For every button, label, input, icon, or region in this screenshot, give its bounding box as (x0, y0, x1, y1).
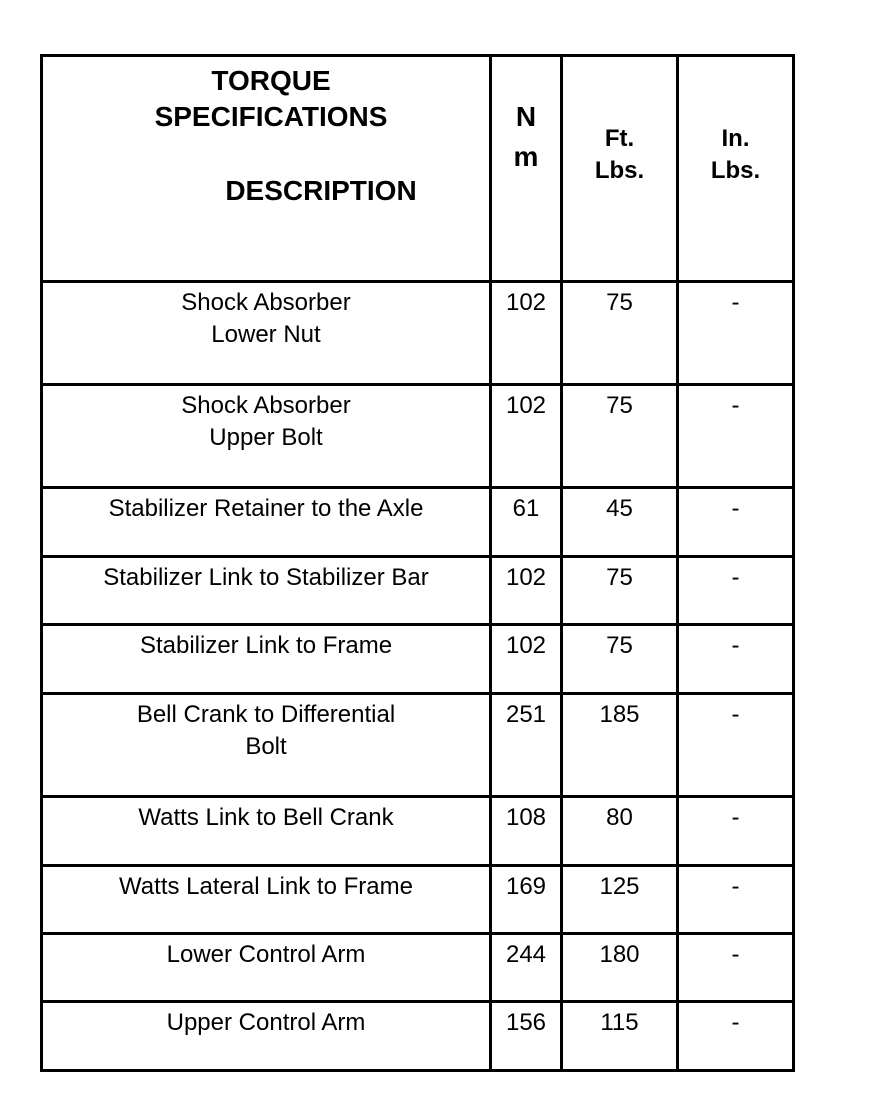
table-row (42, 488, 794, 556)
in-lbs-value: - (678, 693, 794, 796)
description-cell (42, 865, 491, 933)
in-lbs-value: - (678, 282, 794, 385)
nm-value: 102 (491, 556, 562, 624)
table-title-line-1: TORQUE (211, 65, 331, 96)
ft-lbs-value: 75 (562, 556, 678, 624)
description-line-1: Bell Crank to Differential (136, 700, 396, 728)
in-lbs-value: - (678, 488, 794, 556)
table-title-line-2: SPECIFICATIONS (154, 101, 388, 132)
in-header-line-2: Lbs. (710, 157, 761, 184)
in-lbs-column-header (678, 56, 794, 282)
ft-lbs-value: 75 (562, 282, 678, 385)
nm-value: 61 (491, 488, 562, 556)
ft-lbs-column-header (562, 56, 678, 282)
in-lbs-value: - (678, 556, 794, 624)
in-lbs-value: - (678, 797, 794, 865)
description-cell (42, 556, 491, 624)
description-line-1: Stabilizer Link to Frame (139, 632, 393, 660)
nm-header-line-1: N (515, 101, 537, 132)
description-line-1: Watts Link to Bell Crank (138, 804, 394, 832)
description-line-2: Upper Bolt (209, 424, 323, 452)
nm-value: 102 (491, 385, 562, 488)
table-row (42, 693, 794, 796)
ft-lbs-value: 125 (562, 865, 678, 933)
table-row (42, 1002, 794, 1071)
nm-value: 108 (491, 797, 562, 865)
in-lbs-value: - (678, 625, 794, 693)
description-cell (42, 625, 491, 693)
table-row (42, 556, 794, 624)
description-cell (42, 1002, 491, 1071)
description-line-1: Shock Absorber (181, 392, 351, 420)
nm-value: 102 (491, 282, 562, 385)
in-header-line-1: In. (721, 125, 750, 152)
table-row (42, 797, 794, 865)
nm-value: 102 (491, 625, 562, 693)
ft-lbs-value: 80 (562, 797, 678, 865)
description-cell (42, 693, 491, 796)
description-line-1: Stabilizer Retainer to the Axle (108, 495, 424, 523)
table-header-row (42, 56, 794, 282)
description-line-1: Stabilizer Link to Stabilizer Bar (103, 563, 429, 591)
ft-lbs-value: 185 (562, 693, 678, 796)
ft-lbs-value: 75 (562, 385, 678, 488)
in-lbs-value: - (678, 1002, 794, 1071)
header-description-cell (42, 56, 491, 282)
description-line-1: Upper Control Arm (166, 1009, 366, 1037)
ft-lbs-value: 115 (562, 1002, 678, 1071)
nm-header-line-2: m (513, 141, 539, 172)
description-cell (42, 385, 491, 488)
in-lbs-value: - (678, 933, 794, 1001)
description-cell (42, 797, 491, 865)
torque-specifications-table (40, 54, 795, 1072)
description-line-2: Bolt (245, 732, 287, 760)
description-cell (42, 488, 491, 556)
table-row (42, 865, 794, 933)
description-cell (42, 282, 491, 385)
description-line-1: Shock Absorber (181, 289, 351, 316)
ft-lbs-value: 45 (562, 488, 678, 556)
table-row (42, 933, 794, 1001)
description-cell (42, 933, 491, 1001)
nm-value: 169 (491, 865, 562, 933)
nm-value: 156 (491, 1002, 562, 1071)
ft-lbs-value: 75 (562, 625, 678, 693)
nm-value: 251 (491, 693, 562, 796)
ft-header-line-1: Ft. (604, 125, 635, 152)
ft-header-line-2: Lbs. (594, 157, 645, 184)
description-line-1: Watts Lateral Link to Frame (119, 872, 413, 900)
description-column-header: DESCRIPTION (225, 175, 417, 206)
ft-lbs-value: 180 (562, 933, 678, 1001)
nm-column-header (491, 56, 562, 282)
table-row (42, 625, 794, 693)
description-line-2: Lower Nut (211, 321, 321, 348)
in-lbs-value: - (678, 385, 794, 488)
description-line-1: Lower Control Arm (166, 940, 366, 968)
table-row (42, 282, 794, 385)
nm-value: 244 (491, 933, 562, 1001)
in-lbs-value: - (678, 865, 794, 933)
table-row (42, 385, 794, 488)
